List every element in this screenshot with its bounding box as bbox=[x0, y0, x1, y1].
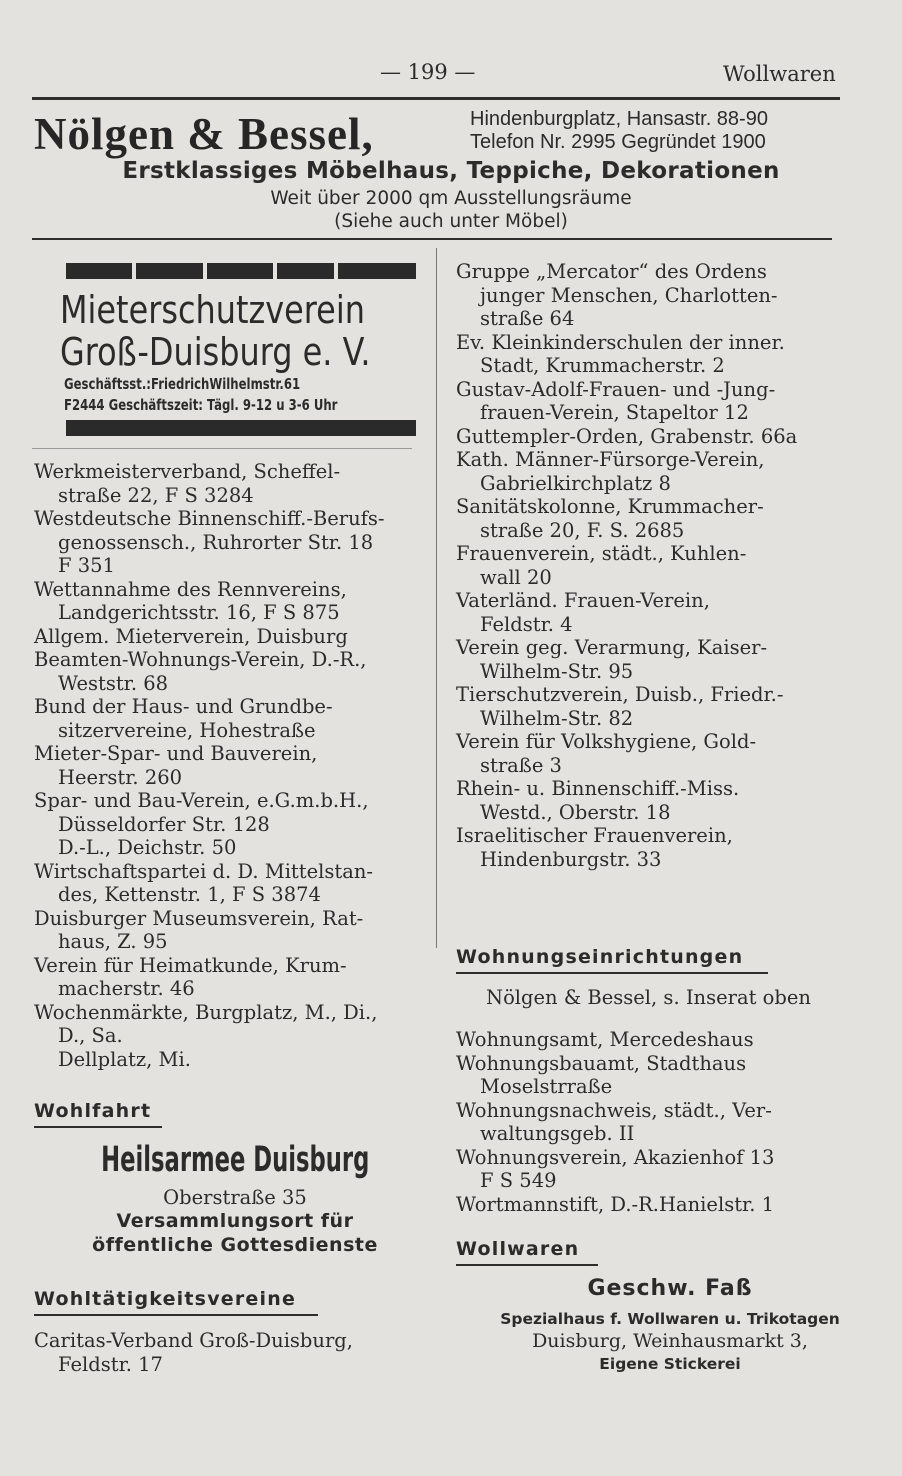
list-item: Wohnungsnachweis, städt., Ver- waltungsgeb. II bbox=[456, 1098, 772, 1145]
top-ad-phone-line: Telefon Nr. 2995 Gegründet 1900 bbox=[470, 131, 766, 153]
top-ad-tagline: Erstklassiges Möbelhaus, Teppiche, Dekorationen bbox=[122, 158, 780, 184]
section-underline bbox=[34, 1126, 162, 1128]
list-item: Werkmeisterverband, Scheffel- straße 22, F S 3284 bbox=[34, 460, 341, 507]
section-heading-wohltaetigkeit: Wohltätigkeitsvereine bbox=[34, 1288, 297, 1310]
list-item: Caritas-Verband Groß-Duisburg, Feldstr. 17 bbox=[34, 1329, 353, 1376]
list-item: Gustav-Adolf-Frauen- und -Jung- frauen-Verein, Stapeltor 12 bbox=[456, 377, 776, 424]
top-ad-note: (Siehe auch unter Möbel) bbox=[334, 211, 568, 232]
mieterschutz-bottom-bar bbox=[66, 420, 416, 436]
section-heading-wohnungseinrichtungen: Wohnungseinrichtungen bbox=[456, 946, 744, 968]
wohnungseinrichtungen-entry: Nölgen & Bessel, s. Inserat oben bbox=[486, 986, 811, 1009]
list-item: Gruppe „Mercator“ des Ordens junger Menschen, Charlotten- straße 64 bbox=[456, 260, 778, 330]
list-item: Verein für Heimatkunde, Krum- macherstr. 46 bbox=[34, 953, 347, 1000]
list-item: Wohnungsverein, Akazienhof 13 F S 549 bbox=[456, 1145, 775, 1192]
list-item: Israelitischer Frauenverein, Hindenburgstr. 33 bbox=[456, 824, 733, 871]
list-item: Verein für Volkshygiene, Gold- straße 3 bbox=[456, 730, 757, 777]
mieterschutz-office: Geschäftsst.:FriedrichWilhelmstr.61 bbox=[64, 375, 301, 393]
list-item: Wohnungsamt, Mercedeshaus bbox=[456, 1028, 754, 1051]
page-number: — 199 — bbox=[380, 60, 476, 84]
top-ad-address bbox=[470, 108, 768, 154]
section-heading-wohlfahrt: Wohlfahrt bbox=[34, 1100, 152, 1122]
list-item: Bund der Haus- und Grundbe- sitzervereine, Hohestraße bbox=[34, 695, 333, 742]
section-underline bbox=[456, 1264, 598, 1266]
mieterschutz-city: Groß-Duisburg e. V. bbox=[60, 330, 371, 374]
wohnung-list bbox=[456, 1028, 774, 1216]
section-underline bbox=[34, 1314, 318, 1316]
heilsarmee-address: Oberstraße 35 bbox=[163, 1186, 307, 1209]
section-heading-wollwaren: Wollwaren bbox=[456, 1238, 580, 1260]
list-item: Frauenverein, städt., Kuhlen- wall 20 bbox=[456, 542, 747, 589]
list-item: Duisburger Museumsverein, Rat- haus, Z. 95 bbox=[34, 906, 364, 953]
mieterschutz-rule bbox=[32, 448, 412, 449]
header-rule bbox=[32, 97, 840, 100]
list-item: Sanitätskolonne, Krummacher- straße 20, F. S. 2685 bbox=[456, 495, 764, 542]
list-item: Verein geg. Verarmung, Kaiser- Wilhelm-Str. 95 bbox=[456, 636, 768, 683]
section-underline bbox=[456, 972, 768, 974]
list-item: Westdeutsche Binnenschiff.-Berufs- genossensch., Ruhrorter Str. 18 F 351 bbox=[34, 507, 385, 577]
wollwaren-address: Duisburg, Weinhausmarkt 3, bbox=[532, 1330, 808, 1352]
list-item: Wochenmärkte, Burgplatz, M., Di., D., Sa. bbox=[34, 1000, 378, 1047]
heilsarmee-line2: öffentliche Gottesdienste bbox=[92, 1234, 378, 1256]
list-item: Spar- und Bau-Verein, e.G.m.b.H., Düsseldorfer Str. 128 D.-L., Deichstr. 50 bbox=[34, 789, 369, 859]
mieterschutz-name: Mieterschutzverein bbox=[60, 288, 365, 332]
mieterschutz-hours: F2444 Geschäftszeit: Tägl. 9-12 u 3-6 Uhr bbox=[64, 396, 338, 414]
list-item: Kath. Männer-Fürsorge-Verein, Gabrielkirchplatz 8 bbox=[456, 448, 765, 495]
list-item: Mieter-Spar- und Bauverein, Heerstr. 260 bbox=[34, 742, 318, 789]
list-item: Dellplatz, Mi. bbox=[58, 1047, 191, 1071]
list-item: Rhein- u. Binnenschiff.-Miss. Westd., Oberstr. 18 bbox=[456, 777, 740, 824]
list-item: Wohnungsbauamt, Stadthaus Moselstrraße bbox=[456, 1051, 747, 1098]
wollwaren-specialty: Spezialhaus f. Wollwaren u. Trikotagen bbox=[500, 1310, 840, 1328]
list-item: Beamten-Wohnungs-Verein, D.-R., Weststr. 68 bbox=[34, 648, 367, 695]
mieterschutz-top-bar bbox=[66, 263, 416, 279]
list-item: Vaterländ. Frauen-Verein, Feldstr. 4 bbox=[456, 589, 710, 636]
top-ad-address-line: Hindenburgplatz, Hansastr. 88-90 bbox=[470, 108, 768, 130]
list-item: Guttempler-Orden, Grabenstr. 66a bbox=[456, 424, 798, 448]
top-ad-subline: Weit über 2000 qm Ausstellungsräume bbox=[270, 188, 632, 209]
caritas-entry bbox=[34, 1329, 353, 1376]
heilsarmee-line1: Versammlungsort für bbox=[116, 1210, 354, 1232]
list-item: Wirtschaftspartei d. D. Mittelstan- des, Kettenstr. 1, F S 3874 bbox=[34, 859, 373, 906]
right-list bbox=[456, 260, 797, 871]
column-divider bbox=[436, 248, 437, 948]
top-ad-rule bbox=[32, 238, 832, 240]
wollwaren-firm: Geschw. Faß bbox=[587, 1276, 753, 1301]
list-item: Ev. Kleinkinderschulen der inner. Stadt, Krummacherstr. 2 bbox=[456, 330, 785, 377]
top-ad-firm: Nölgen & Bessel, bbox=[34, 109, 374, 159]
list-item: Allgem. Mieterverein, Duisburg bbox=[34, 624, 348, 648]
heilsarmee-name: Heilsarmee Duisburg bbox=[100, 1140, 370, 1180]
running-head: Wollwaren bbox=[723, 62, 836, 86]
left-list bbox=[34, 460, 385, 1071]
list-item: Tierschutzverein, Duisb., Friedr.- Wilhelm-Str. 82 bbox=[456, 683, 784, 730]
list-item: Wortmannstift, D.-R.Hanielstr. 1 bbox=[456, 1192, 775, 1216]
list-item: Wettannahme des Rennvereins, Landgerichtsstr. 16, F S 875 bbox=[34, 577, 347, 624]
wollwaren-embroidery: Eigene Stickerei bbox=[599, 1355, 741, 1373]
